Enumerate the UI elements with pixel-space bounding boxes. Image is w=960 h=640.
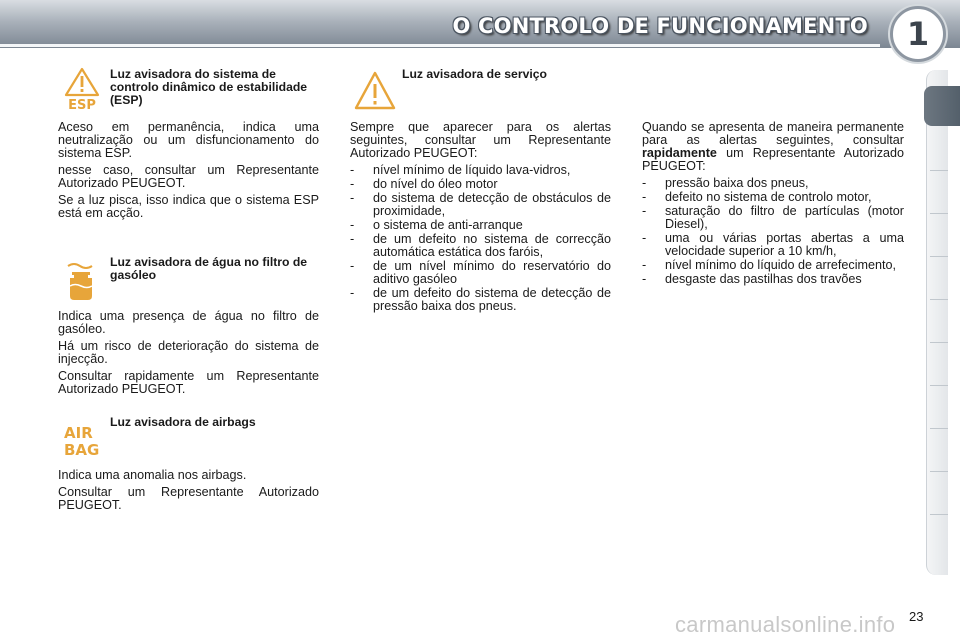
esp-warning-icon	[62, 66, 102, 112]
list-dash: -	[350, 232, 355, 246]
list-item	[350, 178, 611, 191]
list-item-text: do sistema de detecção de obstáculos de proximidade,	[373, 191, 611, 218]
list-item	[642, 259, 904, 272]
list-dash: -	[642, 176, 647, 190]
tab-divider	[930, 256, 948, 257]
service-intro: Sempre que aparecer para os alertas seguintes, consultar um Representante Autorizado PEUGEOT:	[350, 120, 611, 160]
list-item	[642, 205, 904, 231]
list-dash: -	[642, 190, 647, 204]
esp-paragraph: Se a luz pisca, isso indica que o sistema ESP está em acção.	[58, 193, 319, 220]
list-item	[642, 177, 904, 190]
list-item-text: do nível do óleo motor	[373, 177, 498, 191]
list-item-text: de um defeito no sistema de correcção automática estática dos faróis,	[373, 232, 611, 259]
chapter-tab-active[interactable]	[924, 86, 960, 126]
water-paragraph: Consultar rapidamente um Representante Autorizado PEUGEOT.	[58, 369, 319, 396]
service-heading: Luz avisadora de serviço	[402, 67, 547, 81]
service-warning-icon	[353, 70, 397, 112]
list-item-text: defeito no sistema de controlo motor,	[665, 190, 872, 204]
list-dash: -	[350, 218, 355, 232]
list-item	[642, 191, 904, 204]
list-dash: -	[350, 191, 355, 205]
chapter-badge	[890, 6, 946, 62]
esp-icon-label: ESP	[68, 98, 96, 112]
tab-divider	[930, 471, 948, 472]
service-alert-list	[350, 164, 611, 313]
esp-heading: Luz avisadora do sistema de controlo dinâmico de estabilidade (ESP)	[110, 67, 308, 107]
service-intro-2	[642, 121, 904, 173]
list-dash: -	[642, 258, 647, 272]
airbag-icon-line2: BAG	[64, 441, 100, 458]
list-dash: -	[350, 177, 355, 191]
water-heading: Luz avisadora de água no filtro de gasóleo	[110, 255, 308, 282]
list-dash: -	[350, 259, 355, 273]
chapter-tab-strip	[926, 70, 948, 575]
service-intro-2-text: Quando se apresenta de maneira permanente para as alertas seguintes, consultar	[642, 120, 904, 147]
service-permanent-alert-list	[642, 177, 904, 286]
list-item-text: saturação do filtro de partículas (motor Diesel),	[665, 204, 904, 231]
list-dash: -	[350, 163, 355, 177]
airbag-warning-icon	[63, 422, 101, 458]
water-paragraph: Indica uma presença de água no filtro de gasóleo.	[58, 309, 319, 336]
list-item-text: de um defeito do sistema de detecção de pressão baixa dos pneus.	[373, 286, 611, 313]
tab-divider	[930, 170, 948, 171]
list-item-text: pressão baixa dos pneus,	[665, 176, 809, 190]
service-text-column-2	[642, 121, 904, 287]
list-item-text: nível mínimo do líquido de arrefecimento,	[665, 258, 897, 272]
airbag-icon-line1: AIR	[64, 424, 93, 442]
airbag-paragraph: Consultar um Representante Autorizado PEUGEOT.	[58, 485, 319, 512]
list-item-text: o sistema de anti-arranque	[373, 218, 523, 232]
list-item	[350, 233, 611, 259]
list-item	[350, 260, 611, 286]
tab-divider	[930, 514, 948, 515]
page-title: O CONTROLO DE FUNCIONAMENTO	[452, 14, 868, 38]
list-item-text: nível mínimo de líquido lava-vidros,	[373, 163, 571, 177]
list-dash: -	[642, 231, 647, 245]
list-item	[350, 219, 611, 232]
tab-divider	[930, 299, 948, 300]
service-intro-2-emphasis: rapidamente	[642, 146, 717, 160]
tab-divider	[930, 213, 948, 214]
esp-paragraph: nesse caso, consultar um Representante Autorizado PEUGEOT.	[58, 163, 319, 190]
list-item-text: de um nível mínimo do reservatório do aditivo gasóleo	[373, 259, 611, 286]
watermark: carmanualsonline.info	[675, 612, 896, 637]
tab-divider	[930, 385, 948, 386]
list-dash: -	[642, 204, 647, 218]
service-text-column-1	[350, 121, 611, 314]
list-item	[642, 232, 904, 258]
list-dash: -	[642, 272, 647, 286]
list-item	[350, 287, 611, 313]
esp-paragraph: Aceso em permanência, indica uma neutralização ou um disfuncionamento do sistema ESP.	[58, 120, 319, 160]
list-item-text: desgaste das pastilhas dos travões	[665, 272, 862, 286]
water-paragraph: Há um risco de deterioração do sistema de injecção.	[58, 339, 319, 366]
service-intro-2-text-end: um Representante Autorizado PEUGEOT:	[642, 146, 905, 173]
airbag-heading: Luz avisadora de airbags	[110, 415, 256, 429]
tab-divider	[930, 342, 948, 343]
chapter-number: 1	[906, 15, 930, 53]
list-item	[350, 192, 611, 218]
list-dash: -	[350, 286, 355, 300]
water-in-fuel-icon	[62, 262, 100, 302]
list-item-text: uma ou várias portas abertas a uma velocidade superior a 10 km/h,	[665, 231, 904, 258]
header-divider	[0, 44, 880, 47]
airbag-text	[58, 469, 319, 516]
page-number: 23	[909, 609, 924, 624]
water-text	[58, 310, 319, 400]
list-item	[642, 273, 904, 286]
tab-divider	[930, 428, 948, 429]
esp-text	[58, 121, 319, 224]
airbag-paragraph: Indica uma anomalia nos airbags.	[58, 468, 247, 482]
list-item	[350, 164, 611, 177]
